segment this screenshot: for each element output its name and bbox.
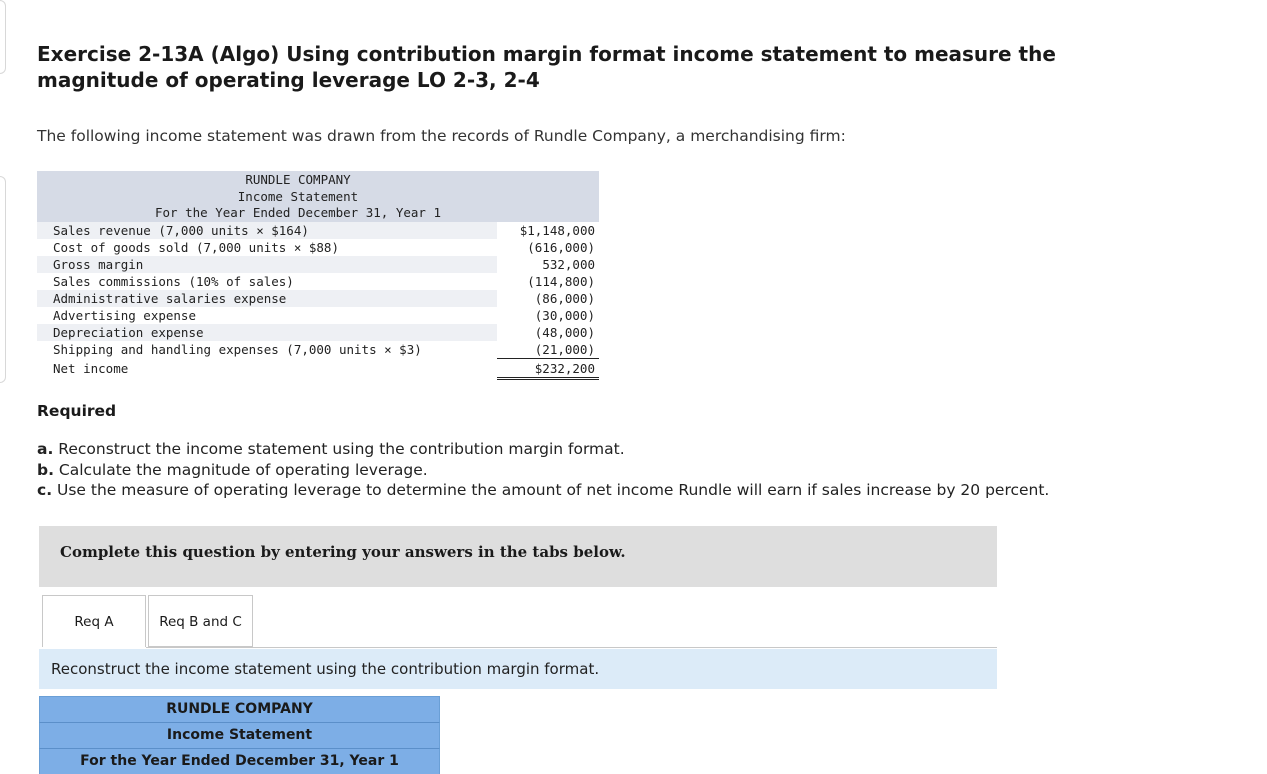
statement-row: Administrative salaries expense (86,000): [37, 290, 599, 307]
instructions-banner: [39, 526, 997, 587]
intro-text: The following income statement was drawn from the records of Rundle Company, a merchandising firm:: [37, 127, 846, 145]
statement-row: Cost of goods sold (7,000 units × $88) (616,000): [37, 239, 599, 256]
statement-row: Sales commissions (10% of sales) (114,800): [37, 273, 599, 290]
statement-period: For the Year Ended December 31, Year 1: [155, 205, 441, 220]
income-statement: [37, 171, 599, 377]
statement-row: Depreciation expense (48,000): [37, 324, 599, 341]
tab-instruction-banner: [39, 649, 997, 689]
statement-row: Sales revenue (7,000 units × $164) $1,148,000: [37, 222, 599, 239]
requirement-c: c. Use the measure of operating leverage to determine the amount of net income Rundle will earn if sales increase by 20 percent.: [37, 481, 1050, 499]
requirements-list: [37, 439, 1049, 501]
complete-prompt: Complete this question by entering your answers in the tabs below.: [60, 543, 626, 561]
statement-name: Income Statement: [237, 189, 359, 204]
statement-row: Advertising expense (30,000): [37, 307, 599, 324]
statement-company: RUNDLE COMPANY: [245, 172, 351, 187]
exercise-title: Exercise 2-13A (Algo) Using contribution margin format income statement to measure the magnitude of operating leverage LO 2-3, 2-4: [37, 42, 1056, 92]
tab-req-b-and-c[interactable]: Req B and C: [148, 595, 253, 647]
cm-table-period: For the Year Ended December 31, Year 1: [39, 748, 440, 774]
tab-divider: [146, 647, 997, 648]
statement-row: Shipping and handling expenses (7,000 units × $3) (21,000): [37, 341, 599, 358]
tab-req-a[interactable]: Req A: [42, 595, 146, 647]
requirement-a: a. Reconstruct the income statement using the contribution margin format.: [37, 440, 625, 458]
cm-table-statement: Income Statement: [39, 722, 440, 748]
side-tab-bottom[interactable]: [0, 176, 6, 383]
statement-row: Gross margin 532,000: [37, 256, 599, 273]
contribution-margin-table: [39, 696, 440, 774]
tab-instruction: Reconstruct the income statement using the contribution margin format.: [51, 660, 600, 678]
cm-table-company: RUNDLE COMPANY: [39, 696, 440, 722]
statement-row-net-income: Net income $232,200: [37, 360, 599, 377]
requirement-b: b. Calculate the magnitude of operating leverage.: [37, 460, 428, 479]
required-heading: Required: [37, 402, 117, 420]
statement-header: [37, 171, 599, 222]
side-tab-top[interactable]: [0, 0, 6, 74]
